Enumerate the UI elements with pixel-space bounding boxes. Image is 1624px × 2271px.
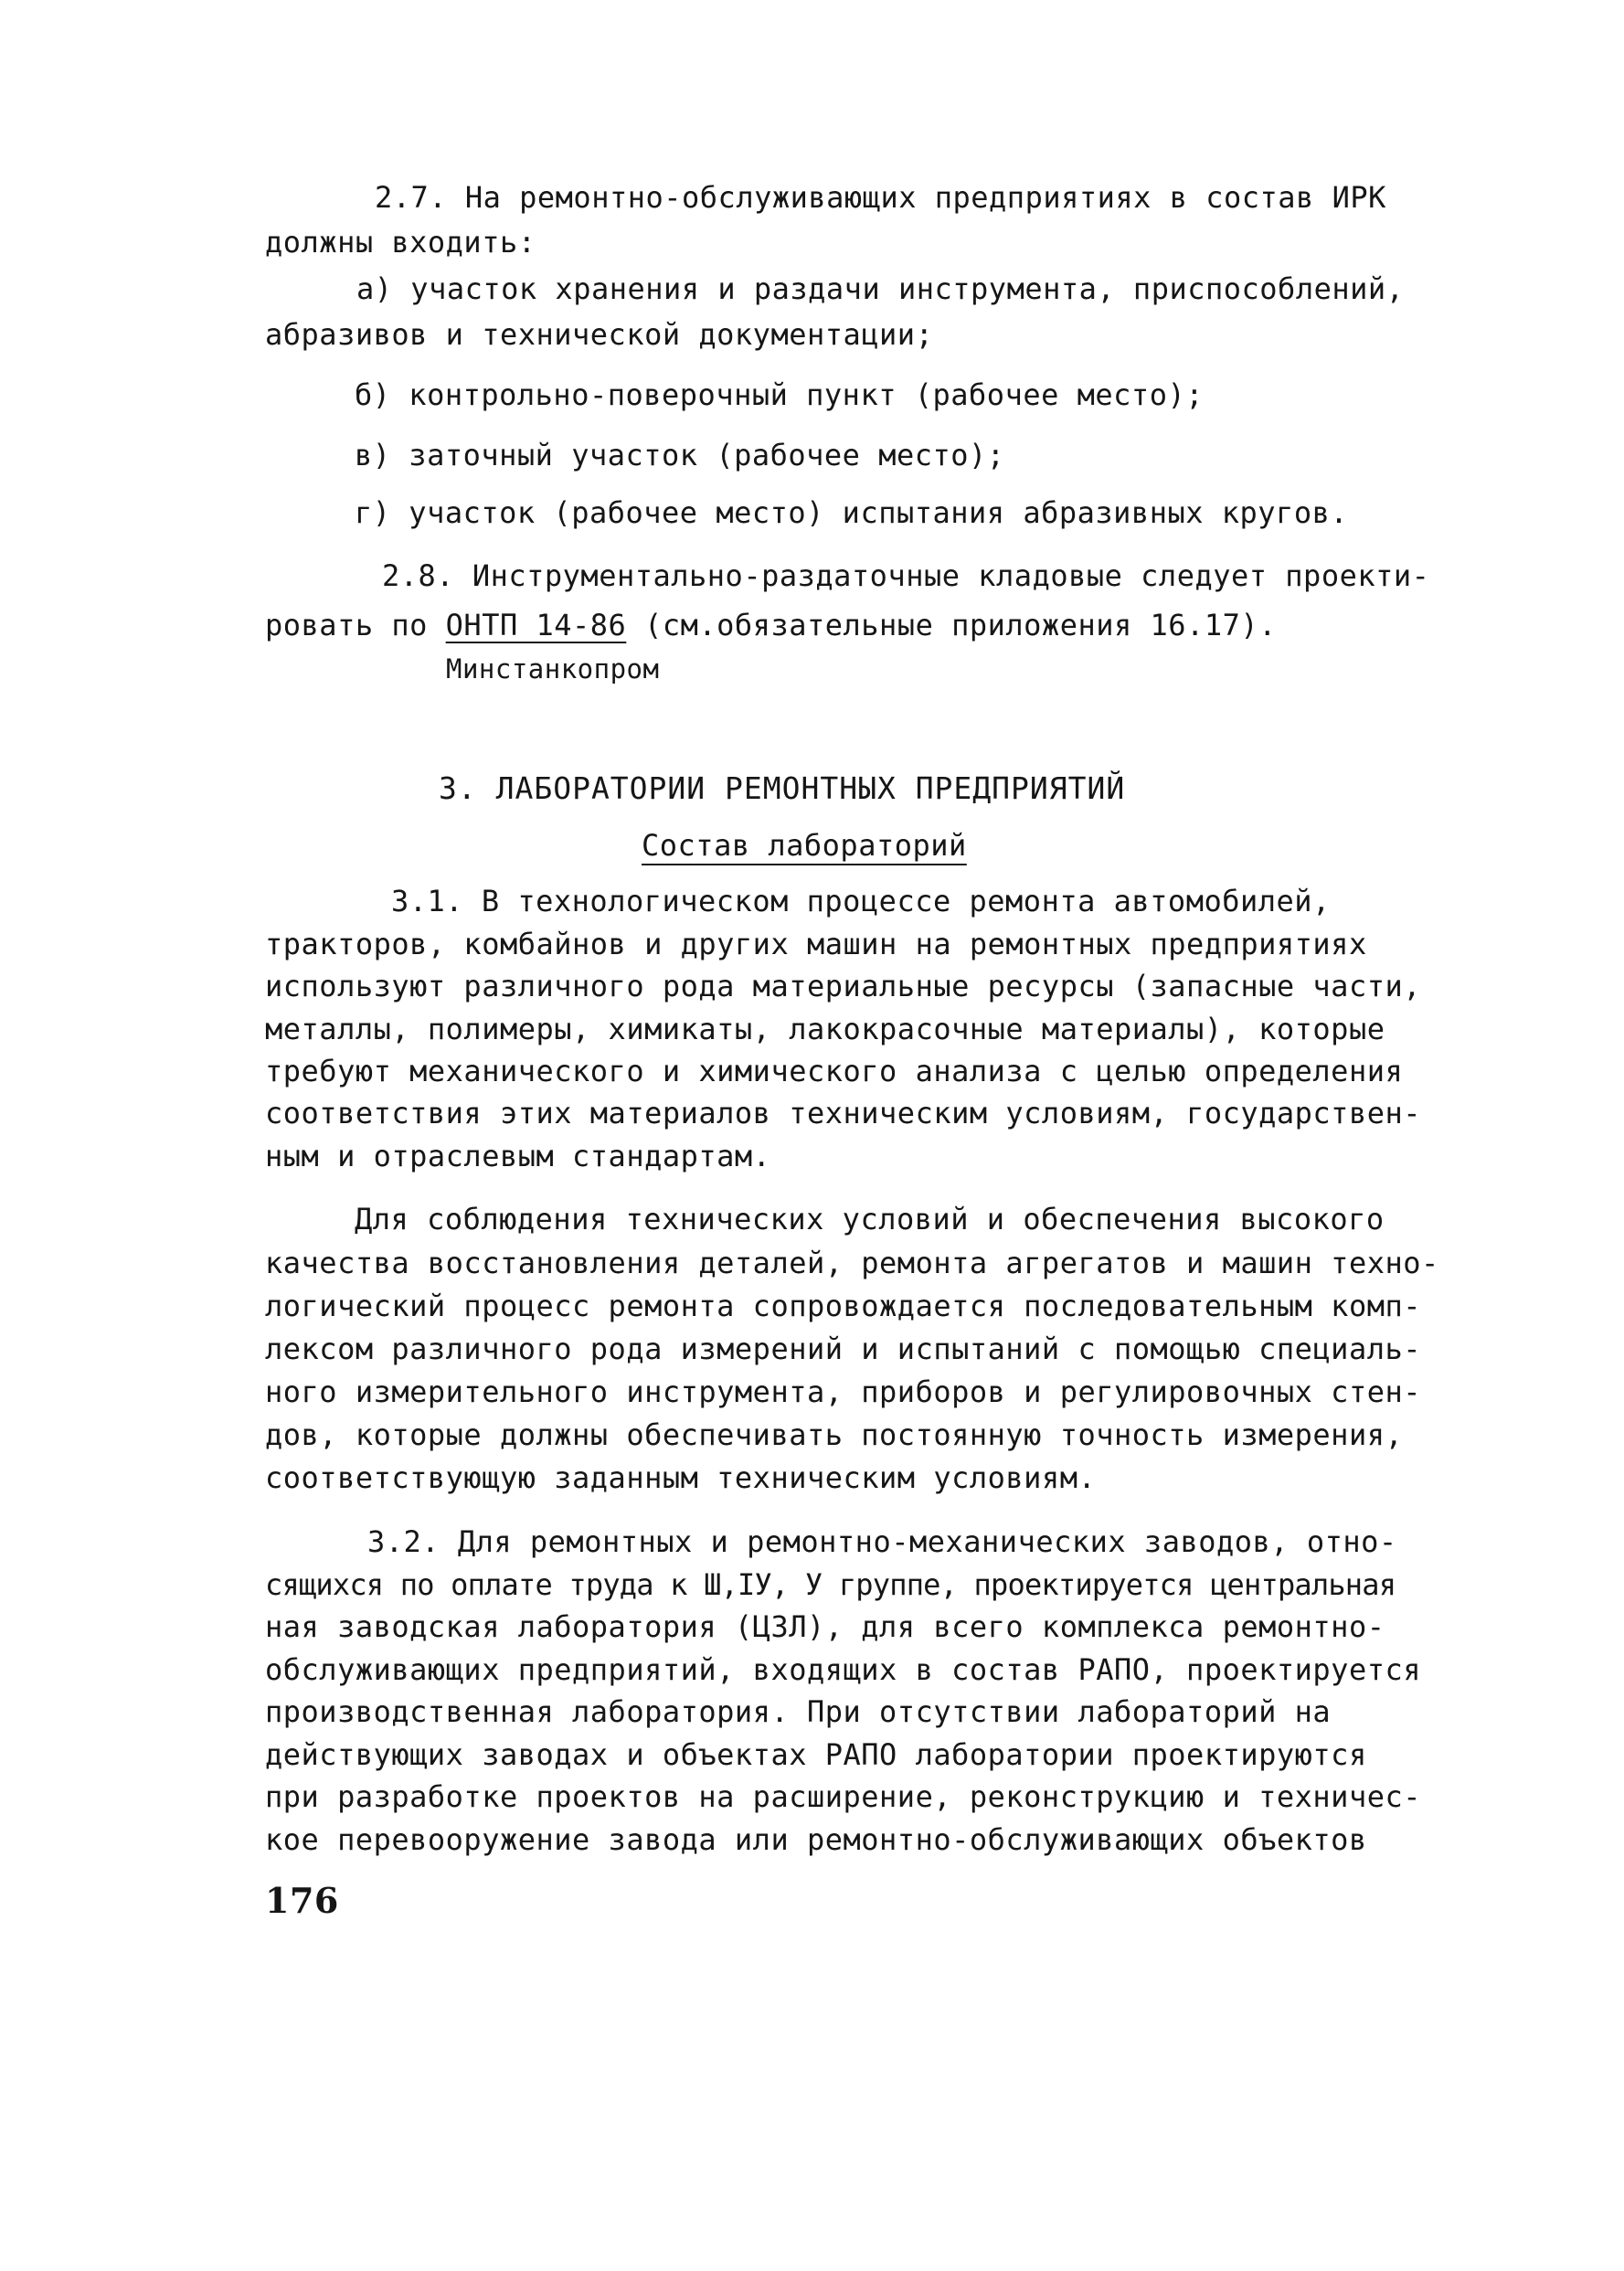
p27-line-2: должны входить:	[265, 225, 536, 260]
section-3-title: 3. ЛАБОРАТОРИИ РЕМОНТНЫХ ПРЕДПРИЯТИЙ	[439, 770, 1126, 806]
p28-line-2-end: (см.обязательные приложения 16.17).	[626, 608, 1277, 642]
p31-line-1: 3.1. В технологическом процессе ремонта автомобилей,	[391, 884, 1331, 918]
item-a-line-2: абразивов и технической документации;	[265, 317, 934, 352]
p32-line-6: действующих заводах и объектах РАПО лаборатории проектируются	[265, 1737, 1367, 1772]
p31b-line-7: соответствующую заданным техническим условиям.	[265, 1460, 1097, 1495]
p31b-line-3: логический процесс ремонта сопровождается последовательным комп-	[265, 1289, 1421, 1323]
p31b-line-5: ного измерительного инструмента, приборов и регулировочных стен-	[265, 1374, 1421, 1409]
page-number: 176	[265, 1880, 339, 1921]
item-g: г) участок (рабочее место) испытания абразивных кругов.	[355, 495, 1349, 530]
p31-line-7: ным и отраслевым стандартам.	[265, 1139, 771, 1173]
p32-line-5: производственная лаборатория. При отсутствии лабораторий на	[265, 1694, 1332, 1729]
p32-line-4: обслуживающих предприятий, входящих в состав РАПО, проектируется	[265, 1652, 1421, 1687]
p31b-line-6: дов, которые должны обеспечивать постоянную точность измерения,	[265, 1417, 1404, 1452]
standard-reference: ОНТП 14-86	[445, 608, 627, 642]
p31-line-4: металлы, полимеры, химикаты, лакокрасочные материалы), которые	[265, 1012, 1385, 1046]
item-a-line-1: а) участок хранения и раздачи инструмента, приспособлений,	[356, 271, 1405, 306]
p32-line-1: 3.2. Для ремонтных и ремонтно-механических заводов, отно-	[367, 1524, 1397, 1559]
p28-line-2-start: ровать по	[265, 608, 446, 642]
p28-line-3: Минстанкопром	[446, 653, 660, 684]
p31b-line-2: качества восстановления деталей, ремонта агрегатов и машин техно-	[265, 1246, 1439, 1280]
p32-line-7: при разработке проектов на расширение, реконструкцию и техничес-	[265, 1779, 1421, 1814]
p31-line-6: соответствия этих материалов техническим условиям, государствен-	[265, 1096, 1421, 1130]
p32-line-2: сящихся по оплате труда к Ш,IУ, У группе, проектируется центральная	[265, 1567, 1396, 1602]
section-3-subtitle: Состав лабораторий	[642, 828, 967, 863]
p31-line-3: используют различного рода материальные ресурсы (запасные части,	[265, 969, 1421, 1003]
item-b: б) контрольно-поверочный пункт (рабочее место);	[355, 377, 1204, 412]
p28-line-1: 2.8. Инструментально-раздаточные кладовые следует проекти-	[382, 558, 1430, 593]
p31b-line-4: лексом различного рода измерений и испытаний с помощью специаль-	[265, 1332, 1421, 1366]
p31b-line-1: Для соблюдения технических условий и обеспечения высокого	[355, 1202, 1385, 1236]
item-v: в) заточный участок (рабочее место);	[355, 438, 1005, 472]
p32-line-3: ная заводская лаборатория (ЦЗЛ), для всего комплекса ремонтно-	[265, 1609, 1385, 1644]
p31-line-5: требуют механического и химического анализа с целью определения	[265, 1054, 1404, 1088]
p27-line-1: 2.7. На ремонтно-обслуживающих предприятиях в состав ИРК	[375, 180, 1386, 215]
p31-line-2: тракторов, комбайнов и других машин на ремонтных предприятиях	[265, 927, 1367, 961]
p32-line-8: кое перевооружение завода или ремонтно-обслуживающих объектов	[265, 1822, 1367, 1857]
p28-line-2	[265, 607, 1277, 643]
